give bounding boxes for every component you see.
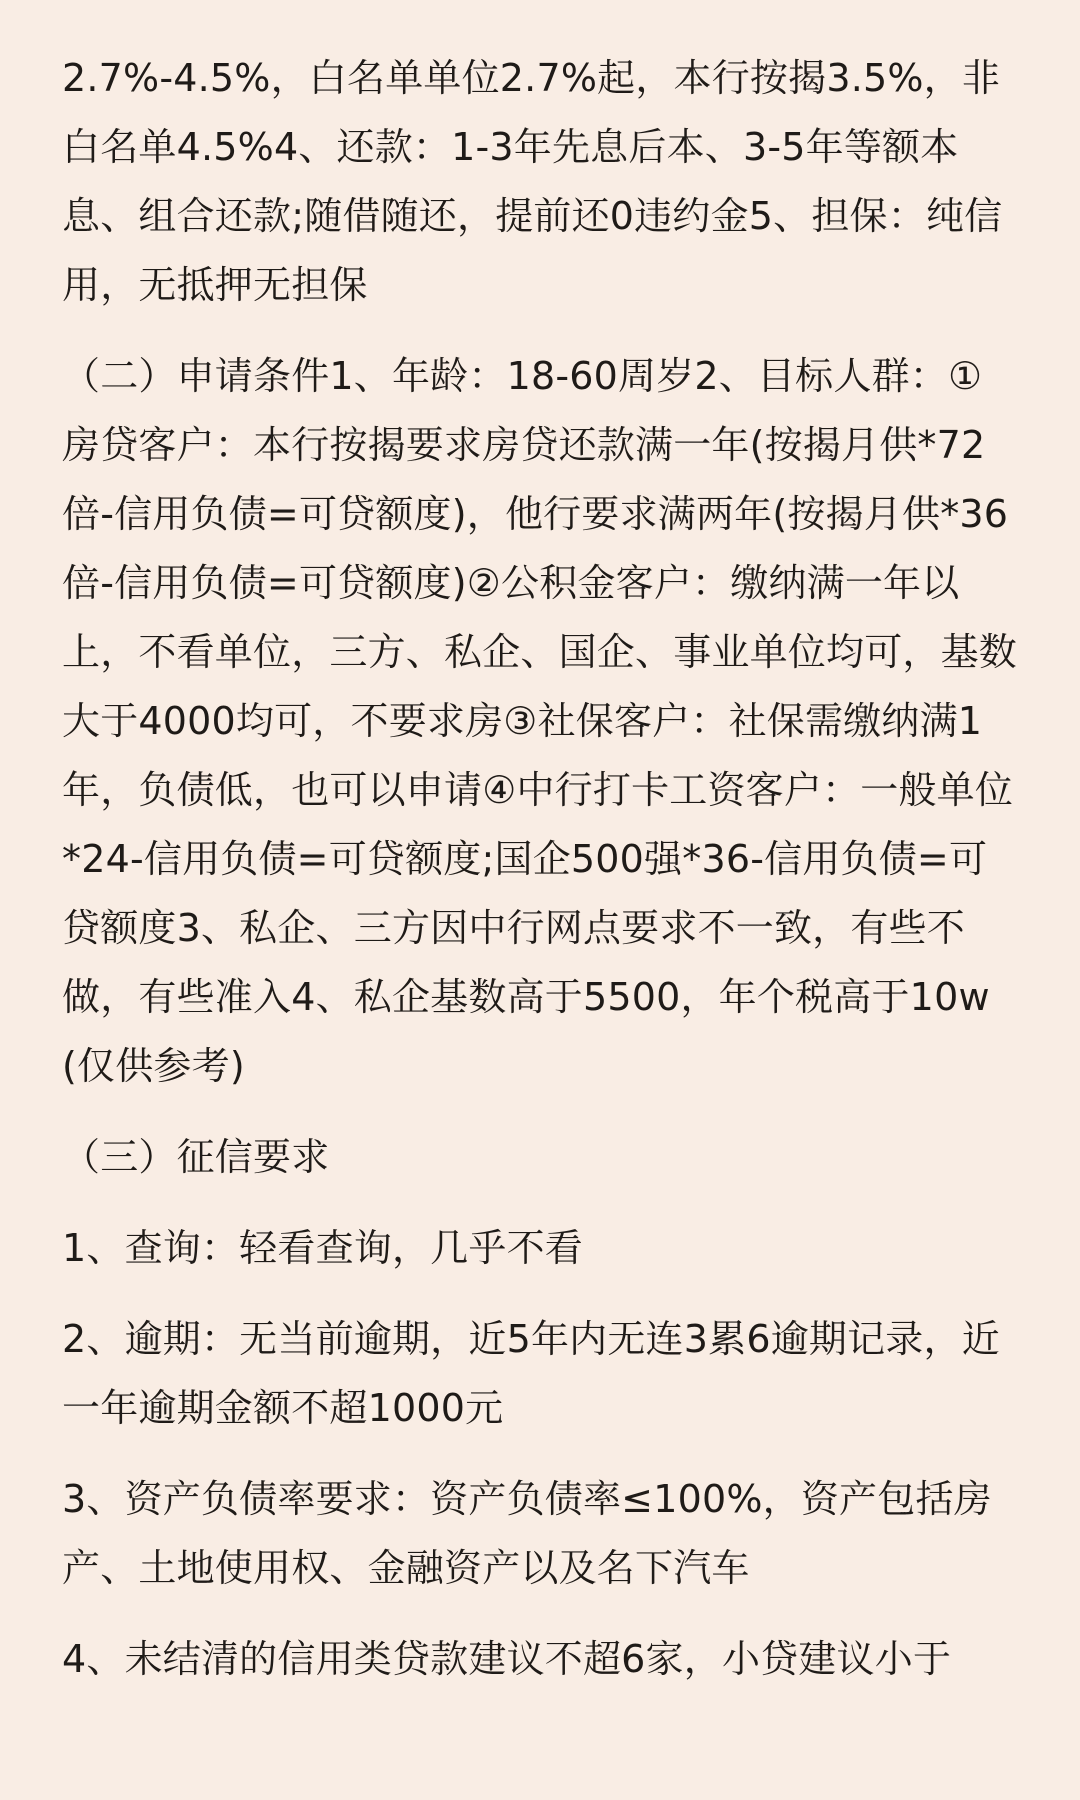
loan-terms-paragraph: 2.7%-4.5%，白名单单位2.7%起，本行按揭3.5%，非白名单4.5%4、还款：1-3年先息后本、3-5年等额本息、组合还款;随借随还，提前还0违约金5、担保：纯信用，无抵押无担保	[62, 56, 1003, 307]
asset-liability-requirement: 3、资产负债率要求：资产负债率≤100%，资产包括房产、土地使用权、金融资产以及名下汽车	[62, 1477, 992, 1590]
credit-requirements-heading: （三）征信要求	[62, 1135, 330, 1179]
credit-loan-count-requirement: 4、未结清的信用类贷款建议不超6家，小贷建议小于	[62, 1637, 952, 1681]
application-conditions-paragraph: （二）申请条件1、年龄：18-60周岁2、目标人群：①房贷客户：本行按揭要求房贷还款满一年(按揭月供*72倍-信用负债=可贷额度)，他行要求满两年(按揭月供*36倍-信用负债=可贷额度)②公积金客户：缴纳满一年以上，不看单位，三方、私企、国企、事业单位均可，基数大于4000均可，不要求房③社保客户：社保需缴纳满1年，负债低，也可以申请④中行打卡工资客户：一般单位*24-信用负债=可贷额度;国企500强*36-信用负债=可贷额度3、私企、三方因中行网点要求不一致，有些不做，有些准入4、私企基数高于5500，年个税高于10w(仅供参考)	[62, 354, 1018, 1088]
query-requirement: 1、查询：轻看查询，几乎不看	[62, 1226, 583, 1270]
overdue-requirement: 2、逾期：无当前逾期，近5年内无连3累6逾期记录，近一年逾期金额不超1000元	[62, 1317, 1000, 1430]
